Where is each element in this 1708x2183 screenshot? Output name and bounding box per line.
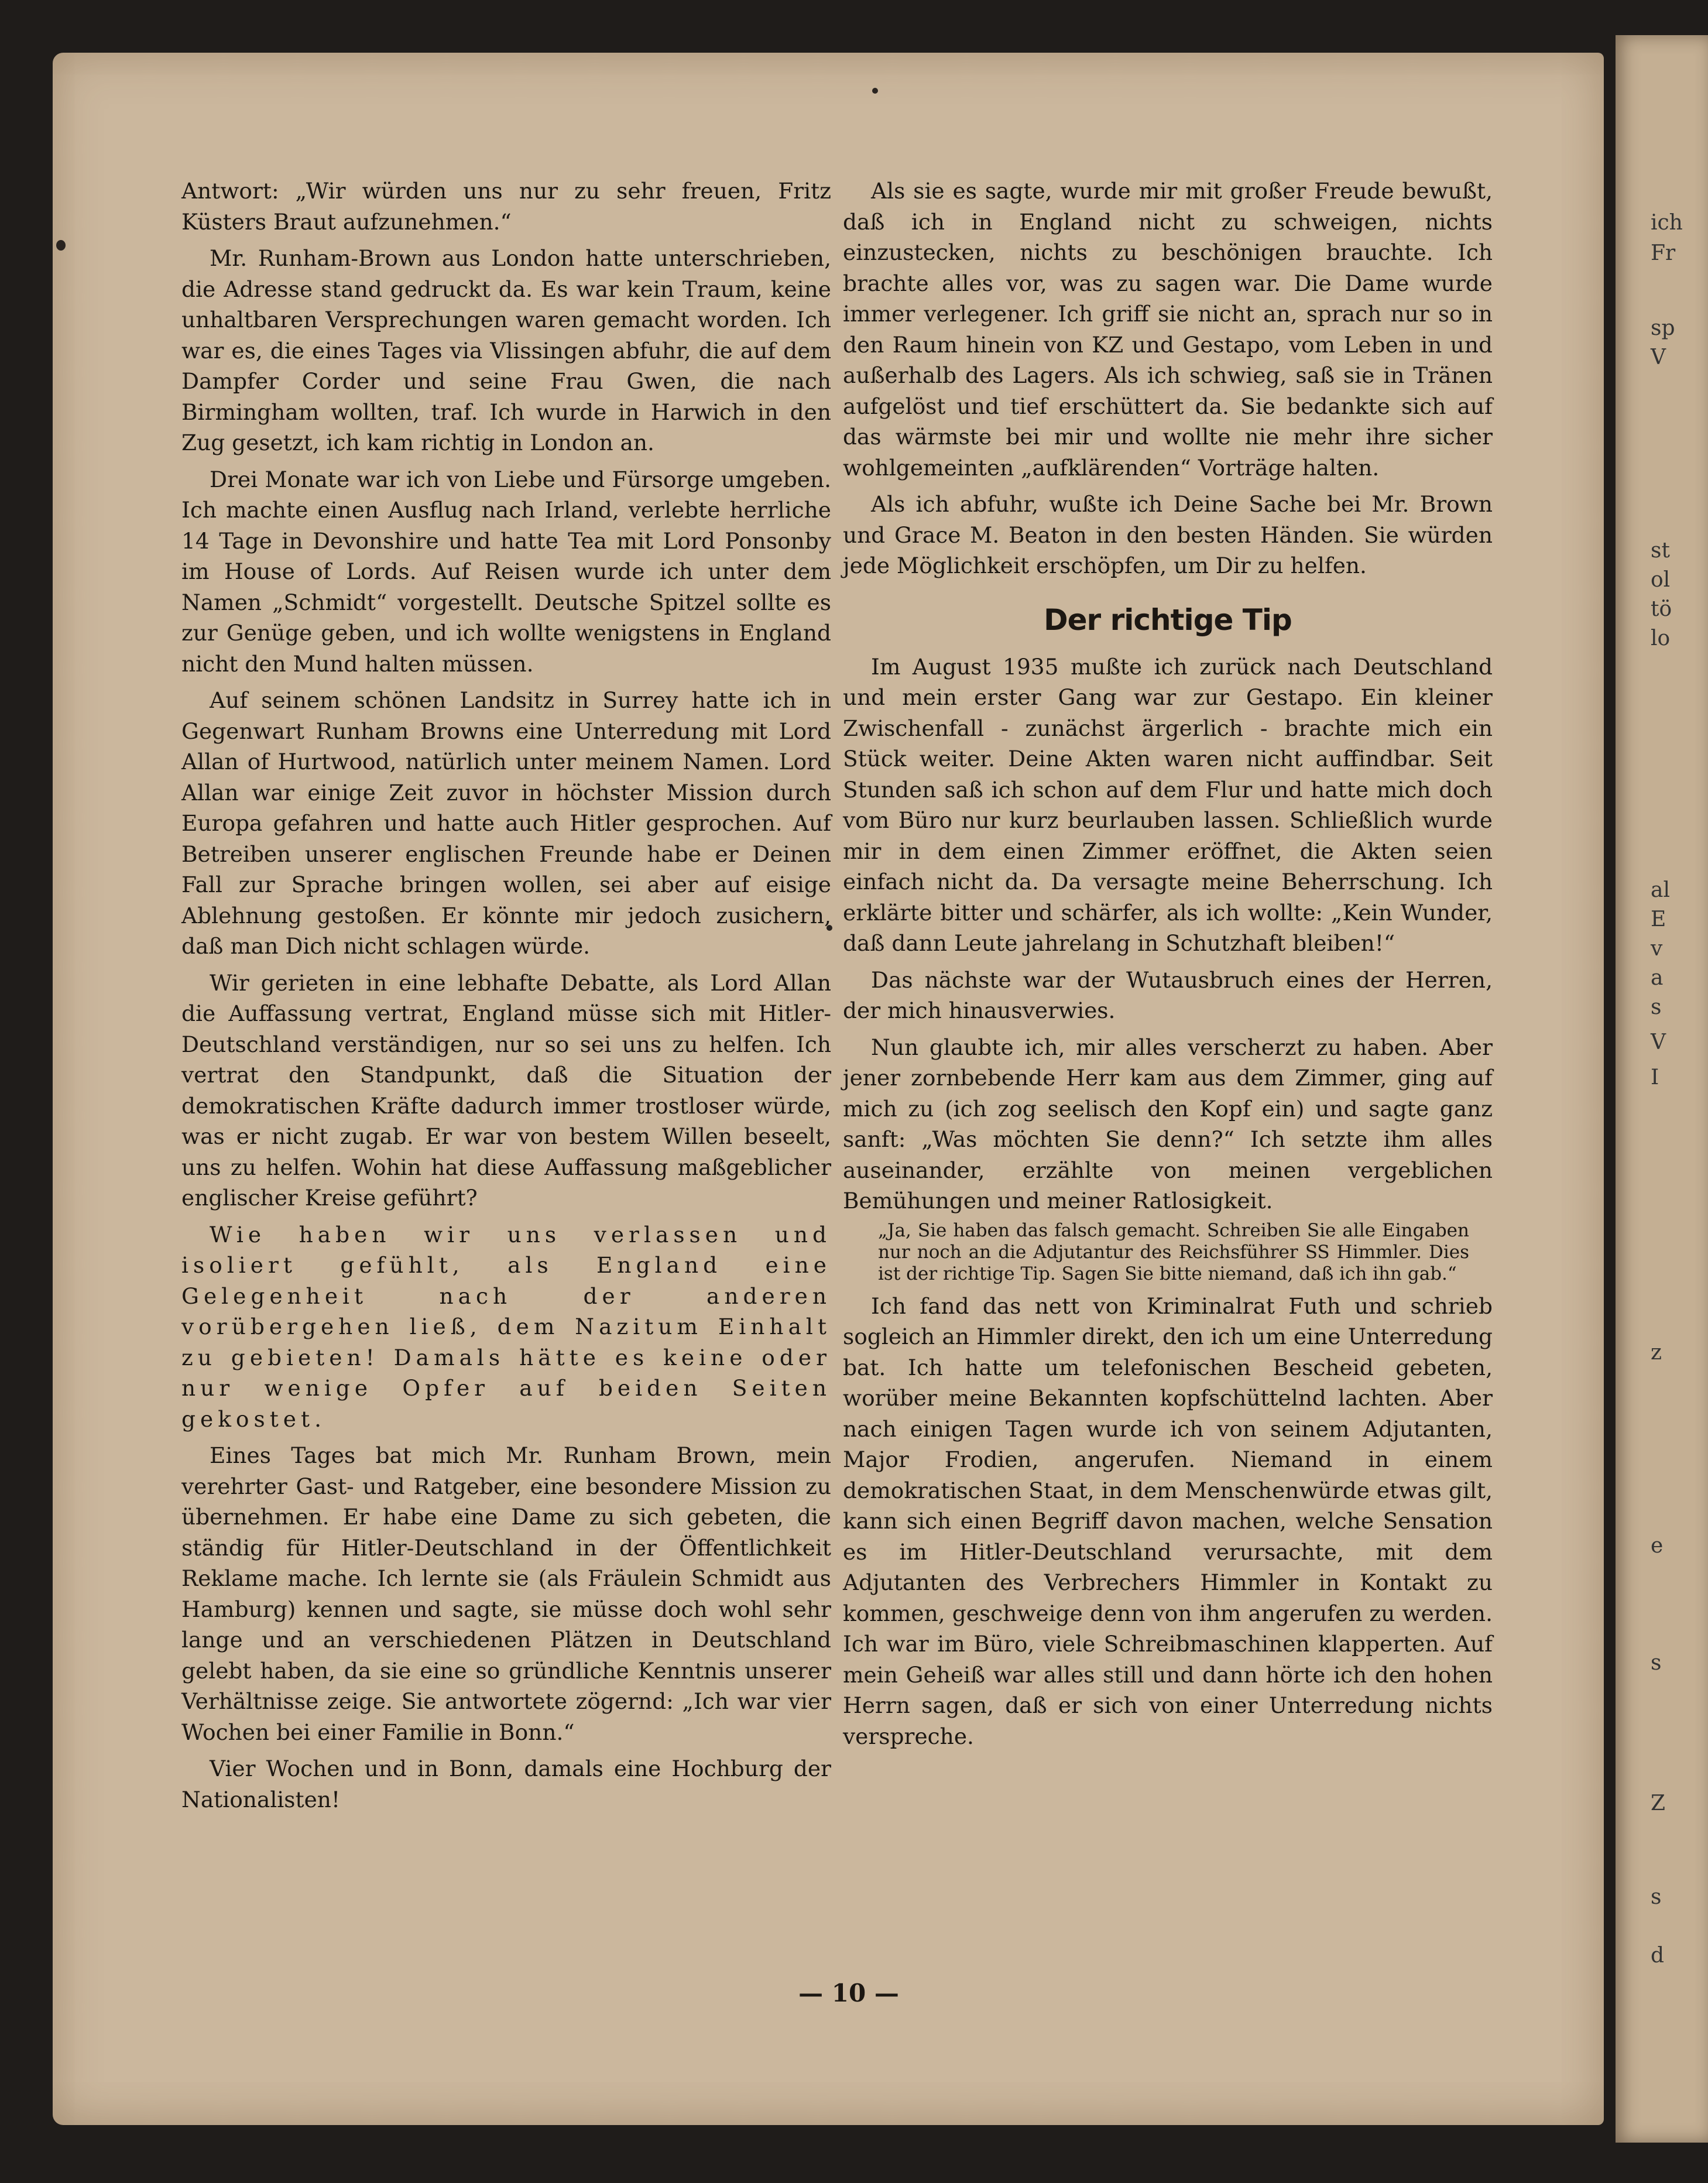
paragraph: Eines Tages bat mich Mr. Runham Brown, mein verehrter Gast- und Ratgeber, eine besondere Mission zu übernehmen. Er habe eine Dame zu sich gebeten, die ständig für Hitler-Deutschland in der Öffentlichkeit Reklame mache. Ich lernte sie (als Fräulein Schmidt aus Hamburg) kennen und sagte, sie müsse doch wohl sehr lange und an verschiedenen Plätzen in Deutschland gelebt haben, da sie eine so gründliche Kenntnis unserer Verhältnisse zeige. Sie antwortete zögernd: „Ich war vier Wochen bei einer Familie in Bonn.“ — [181, 1442, 831, 1745]
adjacent-fragment: z — [1651, 1341, 1662, 1365]
adjacent-fragment: s — [1651, 1885, 1662, 1909]
paragraph: Drei Monate war ich von Liebe und Fürsorge umgeben. Ich machte einen Ausflug nach Irland, verlebte herrliche 14 Tage in Devonshire und hatte Tea mit Lord Ponsonby im House of Lords. Auf Reisen wurde ich unter dem Namen „Schmidt“ vorgestellt. Deutsche Spitzel sollte es zur Genüge geben, und ich wollte wenigstens in England nicht den Mund halten müssen. — [181, 466, 831, 677]
page-number: — 10 — — [798, 1979, 899, 2007]
emphasis-paragraph: Wie haben wir uns verlassen und isoliert gefühlt, als England eine Gelegenheit nach der anderen vorübergehen ließ, dem Nazitum Einhalt zu gebieten! Damals hätte es keine oder nur wenige Opfer auf beiden Seiten gekostet. — [181, 1221, 831, 1432]
paragraph: Wir gerieten in eine lebhafte Debatte, als Lord Allan die Auffassung vertrat, England müsse sich mit Hitler-Deutschland verständigen, nur so sei uns zu helfen. Ich vertrat den Standpunkt, daß die Situation der demokratischen Kräfte dadurch immer trostloser würde, was er nicht zugab. Er war von bestem Willen beseelt, uns zu helfen. Wohin hat diese Auffassung maßgeblicher englischer Kreise geführt? — [181, 969, 831, 1211]
adjacent-fragment: Fr — [1651, 241, 1676, 265]
adjacent-fragment: lo — [1651, 626, 1671, 650]
adjacent-fragment: d — [1651, 1944, 1665, 1968]
ink-spot — [872, 88, 878, 94]
block-quote: „Ja, Sie haben das falsch gemacht. Schreiben Sie alle Eingaben nur noch an die Adjutantur des Reichsführer SS Himmler. Dies ist der richtige Tip. Sagen Sie bitte niemand, daß ich ihn gab.“ — [878, 1219, 1469, 1284]
adjacent-fragment: al — [1651, 878, 1670, 902]
paragraph: Im August 1935 mußte ich zurück nach Deutschland und mein erster Gang war zur Gestapo. Ein kleiner Zwischenfall - zunächst ärgerlich - brachte mich ein Stück weiter. Deine Akten waren nicht auffindbar. Seit Stunden saß ich schon auf dem Flur und hatte mich doch vom Büro nur kurz beurlauben lassen. Schließlich wurde mir in dem einen Zimmer eröffnet, die Akten seien einfach nicht da. Da versagte meine Beherrschung. Ich erklärte bitter und schärfer, als ich wollte: „Kein Wunder, daß dann Leute jahrelang in Schutzhaft bleiben!“ — [843, 653, 1493, 956]
adjacent-fragment: e — [1651, 1534, 1664, 1558]
adjacent-fragment: Z — [1651, 1791, 1666, 1815]
paragraph: Vier Wochen und in Bonn, damals eine Hochburg der Nationalisten! — [181, 1756, 831, 1812]
adjacent-fragment: E — [1651, 907, 1666, 931]
section-heading: Der richtige Tip — [1044, 602, 1292, 637]
adjacent-fragment: st — [1651, 539, 1670, 563]
paragraph: Nun glaubte ich, mir alles verscherzt zu haben. Aber jener zornbebende Herr kam aus dem Zimmer, ging auf mich zu (ich zog seelisch den Kopf ein) und sagte ganz sanft: „Was möchten Sie denn?“ Ich setzte ihm alles auseinander, erzählte von meinen vergeblichen Bemühungen und meiner Ratlosigkeit. — [843, 1034, 1493, 1214]
adjacent-fragment: sp — [1651, 316, 1675, 340]
adjacent-fragment: I — [1651, 1065, 1659, 1089]
left-column — [181, 176, 831, 1815]
right-column — [843, 176, 1493, 1752]
paragraph: Mr. Runham-Brown aus London hatte unterschrieben, die Adresse stand gedruckt da. Es war kein Traum, keine unhaltbaren Versprechungen waren gemacht worden. Ich war es, die eines Tages via Vlissingen abfuhr, die auf dem Dampfer Corder und seine Frau Gwen, die nach Birmingham wollten, traf. Ich wurde in Harwich in den Zug gesetzt, ich kam richtig in London an. — [181, 245, 831, 455]
paragraph: Als sie es sagte, wurde mir mit großer Freude bewußt, daß ich in England nicht zu schweigen, nichts einzustecken, nichts zu beschönigen brauchte. Ich brachte alles vor, was zu sagen war. Die Dame wurde immer verlegener. Ich griff sie nicht an, sprach nur so in den Raum hinein von KZ und Gestapo, vom Leben in und außerhalb des Lagers. Als ich schwieg, saß sie in Tränen aufgelöst und tief erschüttert da. Sie bedankte sich auf das wärmste bei mir und wollte nie mehr ihre sicher wohlgemeinten „aufklärenden“ Vorträge halten. — [843, 178, 1493, 481]
adjacent-fragment: s — [1651, 995, 1662, 1019]
adjacent-fragment: s — [1651, 1651, 1662, 1675]
adjacent-fragment: v — [1651, 937, 1663, 961]
paragraph: Antwort: „Wir würden uns nur zu sehr freuen, Fritz Küsters Braut aufzunehmen.“ — [181, 178, 831, 235]
adjacent-fragment: ich — [1651, 211, 1683, 235]
paragraph: Als ich abfuhr, wußte ich Deine Sache bei Mr. Brown und Grace M. Beaton in den besten Händen. Sie würden jede Möglichkeit erschöpfen, um Dir zu helfen. — [843, 491, 1493, 578]
adjacent-fragment: ol — [1651, 568, 1671, 592]
adjacent-fragment: V — [1651, 1030, 1666, 1054]
paragraph: Auf seinem schönen Landsitz in Surrey hatte ich in Gegenwart Runham Browns eine Unterredung mit Lord Allan of Hurtwood, natürlich unter meinem Namen. Lord Allan war einige Zeit zuvor in höchster Mission durch Europa gefahren und hatte auch Hitler gesprochen. Auf Betreiben unserer englischen Freunde habe er Deinen Fall zur Sprache bringen wollen, sei aber auf eisige Ablehnung gestoßen. Er könnte mir jedoch zusichern, daß man Dich nicht schlagen würde. — [181, 687, 831, 959]
adjacent-fragment: a — [1651, 966, 1664, 990]
adjacent-fragment: V — [1651, 345, 1666, 369]
paragraph: Das nächste war der Wutausbruch eines der Herren, der mich hinausverwies. — [843, 967, 1493, 1023]
adjacent-fragment: tö — [1651, 597, 1672, 621]
adjacent-page — [1616, 35, 1708, 2143]
ink-spot — [56, 240, 66, 251]
paragraph: Ich fand das nett von Kriminalrat Futh und schrieb sogleich an Himmler direkt, den ich um eine Unterredung bat. Ich hatte um telefonischen Bescheid gebeten, worüber meine Bekannten kopfschüttelnd lachten. Aber nach einigen Tagen wurde ich von seinem Adjutanten, Major Frodien, angerufen. Niemand in einem demokratischen Staat, in dem Menschenwürde etwas gilt, kann sich einen Begriff davon machen, welche Sensation es im Hitler-Deutschland verursachte, mit dem Adjutanten des Verbrechers Himmler in Kontakt zu kommen, geschweige denn von ihm angerufen zu werden. Ich war im Büro, viele Schreibmaschinen klapperten. Auf mein Geheiß war alles still und dann hörte ich den hohen Herrn sagen, daß er sich von einer Unterredung nichts verspreche. — [843, 1293, 1493, 1749]
